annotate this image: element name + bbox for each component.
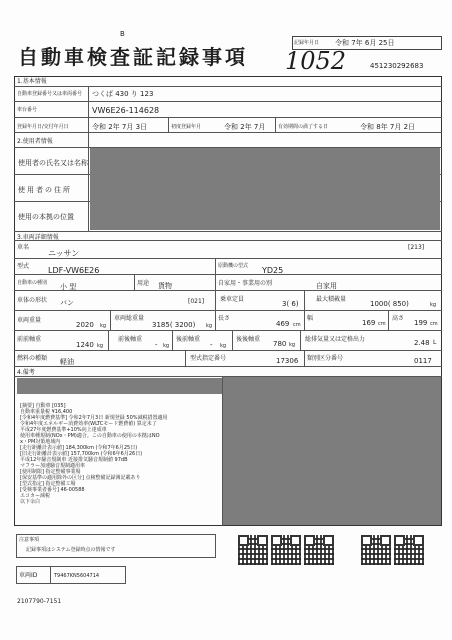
category-number-label: 類別区分番号 bbox=[307, 355, 344, 362]
redacted-notes-header bbox=[17, 378, 222, 394]
note-line-4: 令和4年度エネルギー消費効率(WLTCモード燃費値) 算定未了 bbox=[20, 421, 157, 427]
user-address-label: 使用者の住所 bbox=[18, 186, 72, 194]
approval-number-value: 17306 bbox=[276, 357, 299, 365]
note-line-6: 使用車種規制(NOx・PM)適合。この自動車の使用の本拠はNO bbox=[20, 433, 160, 439]
notice-text: 記録事項はシステム登録時点の情報です bbox=[26, 547, 116, 553]
height-value: 199 bbox=[414, 319, 428, 327]
rear-rear-axle-value: 780 bbox=[273, 340, 287, 348]
model-value: LDF-VW6E26 bbox=[48, 266, 100, 275]
base-location-label: 使用の本拠の位置 bbox=[18, 213, 74, 221]
qr-code-2 bbox=[271, 535, 301, 565]
capacity-value: 3( 6) bbox=[282, 300, 299, 308]
front-front-axle-unit: kg bbox=[97, 343, 104, 349]
expiry-date-label: 有効期間の満了する日 bbox=[278, 124, 329, 130]
note-line-13: [保安基準の適用除外の区分] 点検整備記録簿記載あり bbox=[20, 475, 141, 481]
length-label: 長さ bbox=[218, 315, 231, 322]
displacement-label: 総排気量又は定格出力 bbox=[305, 336, 366, 343]
max-load-label: 最大積載量 bbox=[316, 296, 347, 303]
length-unit: cm bbox=[293, 322, 301, 328]
width-label: 幅 bbox=[307, 315, 314, 322]
expiry-date-value: 令和 8年 7月 2日 bbox=[360, 123, 416, 131]
front-rear-axle-value: - bbox=[155, 341, 158, 349]
notice-title: 注意事項 bbox=[19, 537, 40, 543]
document-number: 451230292683 bbox=[370, 62, 424, 70]
front-front-axle-label: 前前軸重 bbox=[17, 336, 42, 343]
page-title: 自動車検査証記録事項 bbox=[18, 45, 248, 69]
rear-front-axle-unit: kg bbox=[220, 343, 227, 349]
note-line-1: [摘要] 自動車 [035] bbox=[20, 403, 66, 409]
qr-code-4 bbox=[361, 535, 391, 565]
maker-code: [213] bbox=[408, 244, 425, 251]
rear-rear-axle-label: 後後軸重 bbox=[236, 336, 261, 343]
section-user-heading: 2.使用者情報 bbox=[17, 138, 53, 145]
maker-value: ニッサン bbox=[48, 249, 80, 258]
record-date-value: 令和 7年 6月 25日 bbox=[335, 39, 395, 47]
qr-code-3 bbox=[304, 535, 334, 565]
capacity-label: 乗車定員 bbox=[220, 296, 245, 303]
note-line-12: [使用制限] 指定整備事業場 bbox=[20, 469, 81, 475]
document-code: 2107790-7151 bbox=[17, 598, 62, 605]
redacted-notes-right bbox=[223, 377, 441, 525]
note-line-9: [旧走行距離計表示値] 157,700km (令和6年6月26日) bbox=[20, 451, 143, 457]
record-date-label: 記録年月日 bbox=[294, 40, 320, 46]
business-value: 自家用 bbox=[316, 282, 337, 290]
chassis-number-label: 車台番号 bbox=[17, 107, 38, 113]
displacement-value: 2.48 bbox=[414, 339, 430, 347]
rear-front-axle-value: - bbox=[210, 341, 213, 349]
first-registration-value: 令和 2年 7月 bbox=[224, 123, 266, 131]
note-line-5: 平成27年度燃費基準+10%向上達成車 bbox=[20, 427, 107, 433]
use-label: 用途 bbox=[137, 280, 150, 287]
gross-weight-label: 車両総重量 bbox=[114, 315, 145, 322]
fuel-label: 燃料の種類 bbox=[17, 355, 48, 362]
height-label: 高さ bbox=[392, 315, 405, 322]
weight-value: 2020 bbox=[76, 321, 94, 329]
vehicle-id-value: T9467KN5604714 bbox=[54, 573, 100, 579]
first-registration-label: 初度登録年月 bbox=[171, 124, 202, 130]
shape-value: バン bbox=[60, 299, 74, 307]
engine-value: YD25 bbox=[262, 266, 284, 275]
width-unit: cm bbox=[378, 321, 386, 327]
gross-weight-unit: kg bbox=[206, 323, 213, 329]
use-value: 貨物 bbox=[158, 282, 172, 290]
registration-date-label: 登録年月日/交付年月日 bbox=[17, 124, 69, 130]
max-load-value: 1000( 850) bbox=[370, 300, 409, 308]
length-value: 469 bbox=[276, 320, 290, 328]
gross-weight-value: 3185( 3200) bbox=[152, 321, 196, 329]
category-number-value: 0117 bbox=[414, 357, 432, 365]
note-line-2: 自動車重量税 ¥16,400 bbox=[20, 409, 73, 415]
note-line-14: [型式指定] 指定整備工場 bbox=[20, 481, 76, 487]
kind-value: 小 型 bbox=[60, 283, 77, 291]
shape-code: [021] bbox=[188, 298, 205, 305]
shape-label: 車体の形状 bbox=[17, 297, 48, 304]
user-name-label: 使用者の氏名又は名称 bbox=[18, 159, 88, 167]
rear-rear-axle-unit: kg bbox=[289, 342, 296, 348]
note-line-8: [走行距離計表示値] 184,300km (令和7年6月25日) bbox=[20, 445, 138, 451]
model-label: 型式 bbox=[17, 263, 30, 270]
notes-list bbox=[20, 403, 220, 505]
vehicle-id-label: 車両ID bbox=[19, 572, 38, 579]
height-unit: cm bbox=[430, 321, 438, 327]
business-label: 自家用・事業用の別 bbox=[218, 280, 273, 287]
section-basic-heading: 1.基本情報 bbox=[17, 78, 47, 85]
approval-number-label: 型式指定番号 bbox=[190, 355, 227, 362]
note-line-11: マフラー加速騒音規制適用車 bbox=[20, 463, 86, 469]
width-value: 169 bbox=[362, 319, 376, 327]
registration-number-value: つくば 430 り 123 bbox=[92, 90, 154, 98]
qr-code-5 bbox=[394, 535, 424, 565]
kind-label: 自動車の種別 bbox=[17, 280, 48, 286]
fuel-value: 軽油 bbox=[60, 358, 74, 366]
form-letter: B bbox=[120, 30, 125, 38]
section-vehicle-heading: 3.車両詳細情報 bbox=[17, 234, 59, 241]
note-line-15: [受検事業者番号] 46-00588 bbox=[20, 487, 85, 493]
max-load-unit: kg bbox=[430, 302, 437, 308]
redacted-user-info bbox=[90, 148, 440, 230]
weight-unit: kg bbox=[100, 323, 107, 329]
front-rear-axle-label: 前後軸重 bbox=[118, 336, 143, 343]
note-line-3: [令和4年度燃費基準] 令和2年7月3日 新規登録 50%減税措置適用 bbox=[20, 415, 168, 421]
registration-number-label: 自動車登録番号又は車両番号 bbox=[17, 91, 83, 97]
note-line-17: 以下余白 bbox=[20, 499, 41, 505]
front-front-axle-value: 1240 bbox=[76, 341, 94, 349]
front-rear-axle-unit: kg bbox=[163, 343, 170, 349]
notice-box bbox=[16, 534, 216, 558]
maker-label: 車名 bbox=[17, 244, 30, 251]
displacement-unit: L bbox=[433, 339, 437, 346]
note-line-10: 平成12年騒音規制車 近接排気騒音規制値 97dB bbox=[20, 457, 128, 463]
section-notes-heading: 4.備考 bbox=[17, 369, 35, 376]
rear-front-axle-label: 後前軸重 bbox=[176, 336, 201, 343]
engine-label: 原動機の型式 bbox=[218, 263, 249, 269]
note-line-16: エコカー減税 bbox=[20, 493, 51, 499]
qr-code-1 bbox=[238, 535, 268, 565]
chassis-number-value: VW6E26-114628 bbox=[92, 106, 160, 115]
note-line-7: x・PM対策地域内 bbox=[20, 439, 61, 445]
weight-label: 車両重量 bbox=[17, 317, 42, 324]
handwritten-number: 1052 bbox=[285, 47, 347, 75]
registration-date-value: 令和 2年 7月 3日 bbox=[92, 123, 148, 131]
